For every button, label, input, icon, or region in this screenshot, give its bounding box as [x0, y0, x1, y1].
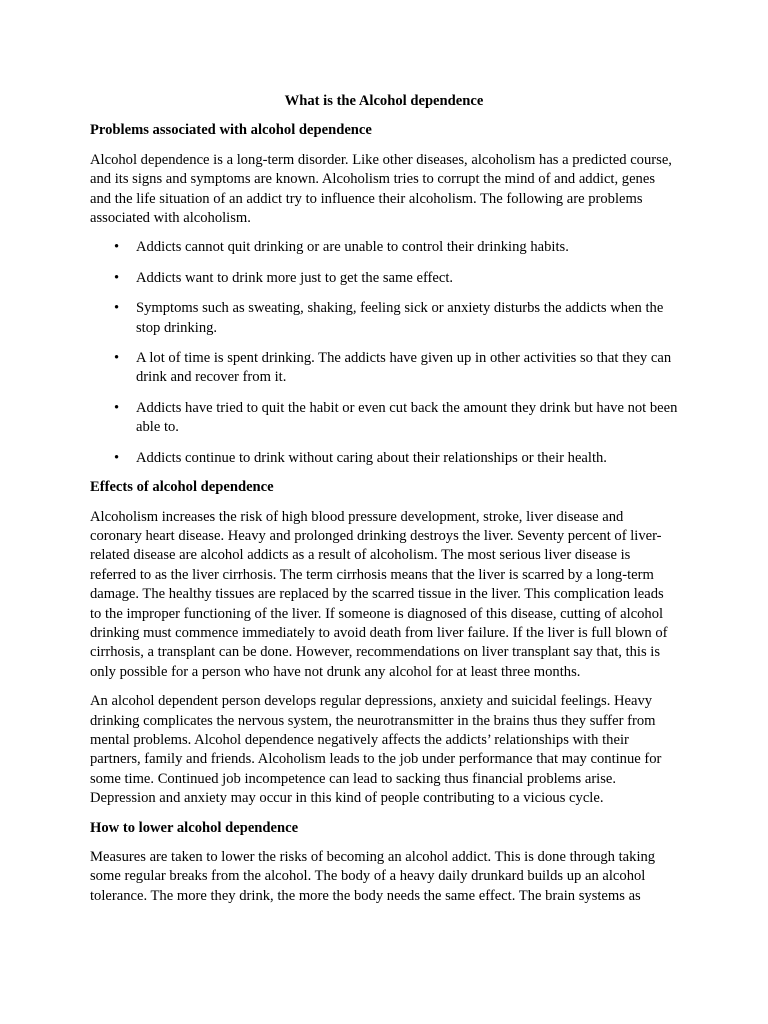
paragraph-lowering-1: Measures are taken to lower the risks of becoming an alcohol addict. This is done through taking some regular breaks from the alcohol. The body of a heavy daily drunkard builds up an alcohol tolerance. The more they drink, the more the body needs the same effect. The brain systems as — [90, 849, 656, 904]
section-lowering — [90, 819, 678, 907]
document-title: What is the Alcohol dependence — [284, 93, 484, 109]
list-item-text: Addicts continue to drink without caring about their relationships or their health. — [136, 449, 607, 466]
bullet-icon: • — [114, 350, 120, 367]
list-item — [90, 449, 678, 468]
bullet-icon: • — [114, 449, 120, 466]
bullet-icon: • — [114, 239, 120, 256]
bullet-icon: • — [114, 300, 120, 317]
list-item — [90, 238, 678, 257]
list-item — [90, 349, 678, 388]
list-item — [90, 299, 678, 338]
paragraph-problems-intro: Alcohol dependence is a long-term disorder. Like other diseases, alcoholism has a predicted course, and its signs and symptoms are known. Alcoholism tries to corrupt the mind of and addict, genes and the life situation of an addict try to influence their alcoholism. The following are problems associated with alcoholism. — [90, 151, 672, 227]
list-item-text: Addicts want to drink more just to get the same effect. — [136, 269, 454, 286]
list-item-text: A lot of time is spent drinking. The addicts have given up in other activities so that they can drink and recover from it. — [136, 350, 672, 386]
list-item — [90, 399, 678, 438]
list-item-text: Symptoms such as sweating, shaking, feeling sick or anxiety disturbs the addicts when the stop drinking. — [136, 300, 664, 336]
section-heading-problems: Problems associated with alcohol dependence — [90, 122, 372, 139]
problems-list — [90, 238, 678, 468]
section-effects — [90, 478, 678, 809]
section-heading-lowering: How to lower alcohol dependence — [90, 819, 299, 836]
bullet-icon: • — [114, 399, 120, 416]
list-item — [90, 269, 678, 288]
paragraph-effects-1: Alcoholism increases the risk of high blood pressure development, stroke, liver disease and coronary heart disease. Heavy and prolonged drinking destroys the liver. Seventy percent of liver-related disease are alcohol addicts as a result of alcoholism. The most serious liver disease is referred to as the liver cirrhosis. The term cirrhosis means that the liver is scarred by a long-term damage. The healthy tissues are replaced by the scarred tissue in the liver. This complication leads to the improper functioning of the liver. If someone is diagnosed of this disease, cutting of alcohol drinking must commence immediately to avoid death from liver failure. If the liver is full blown of cirrhosis, a transplant can be done. However, recommendations on liver transplant say that, this is only possible for a person who have not drunk any alcohol for at least three months. — [90, 508, 668, 680]
bullet-icon: • — [114, 269, 120, 286]
section-problems — [90, 121, 678, 468]
list-item-text: Addicts cannot quit drinking or are unable to control their drinking habits. — [136, 239, 569, 256]
section-heading-effects: Effects of alcohol dependence — [90, 479, 274, 496]
document-page — [90, 92, 678, 916]
list-item-text: Addicts have tried to quit the habit or even cut back the amount they drink but have not been able to. — [136, 399, 678, 436]
paragraph-effects-2: An alcohol dependent person develops regular depressions, anxiety and suicidal feelings. Heavy drinking complicates the nervous system, the neurotransmitter in the brains thus they suffer from mental problems. Alcohol dependence negatively affects the addicts’ relationships with their partners, family and friends. Alcoholism leads to the job under performance that may continue for some time. Continued job incompetence can lead to sacking thus financial problems arise. Depression and anxiety may occur in this kind of people contributing to a vicious cycle. — [90, 693, 662, 807]
